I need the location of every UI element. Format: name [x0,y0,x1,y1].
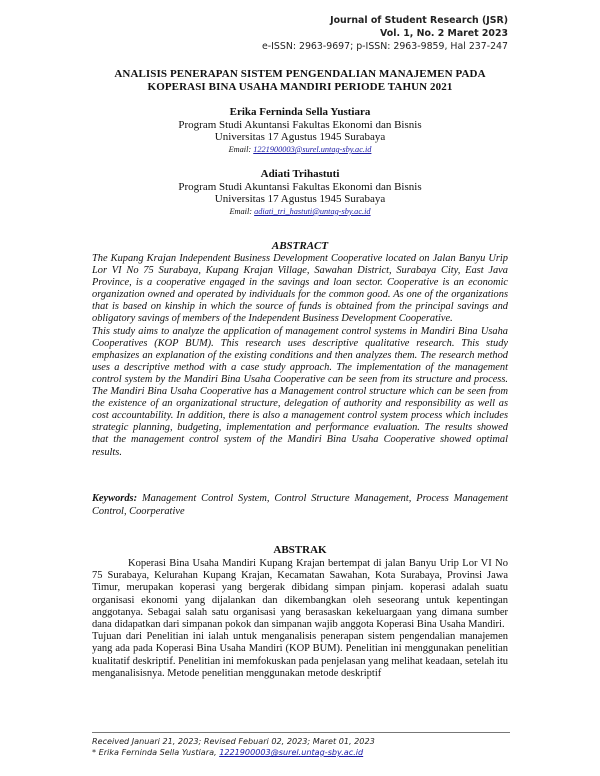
author-email-line [92,144,508,157]
keywords-text: Management Control System, Control Structure Management, Process Management Control, Coorperative [92,493,508,517]
paper-title-line: KOPERASI BINA USAHA MANDIRI PERIODE TAHUN 2021 [147,81,453,93]
abstract-indonesian [92,558,508,680]
footer-divider [92,732,510,733]
paper-title-line: ANALISIS PENERAPAN SISTEM PENGENDALIAN MANAJEMEN PADA [114,68,486,80]
corresponding-name: * Erika Ferninda Sella Yustiara, [92,747,217,757]
corresponding-author [92,747,508,758]
author-name: Adiati Trihastuti [260,168,340,180]
abstrak-paragraph: Koperasi Bina Usaha Mandiri Kupang Krajan bertempat di jalan Banyu Urip Lor VI No 75 Surabaya, Kelurahan Kupang Krajan, Kecamatan Sawahan, Kota Surabaya, Provinsi Jawa Timur, merupakan koperasi yang bergerak dibidang simpan pinjam. koperasi adalah suatu organisasi ekonomi yang dijalankan dan dikembangkan oleh seseorang untuk kepentingan anggotanya. Sebagai salah satu organisasi yang berasaskan kekeluargaan yang dimana sumber dana didapatkan dari simpanan pokok dan simpanan wajib anggota Koperasi Bina Usaha Mandiri. [92,558,508,631]
author-affiliation: Program Studi Akuntansi Fakultas Ekonomi dan Bisnis [178,118,422,131]
abstract-heading: ABSTRACT [271,240,329,252]
abstract-paragraph: This study aims to analyze the application of management control systems in Mandiri Bina Usaha Cooperatives (KOP BUM). This research uses descriptive qualitative research. This study emphasizes an explanation of the existing conditions and then analyzes them. The research method uses a descriptive method with a case study approach. The implementation of the management control system by the Mandiri Bina Usaha Cooperative can be seen from its structure and process. The Mandiri Bina Usaha Cooperative has a Management control structure which can be seen from the existence of an organizational structure, delegation of authority and responsibility as well as cost accountability. In addition, there is also a management control system process which includes strategic planning, budgeting, implementation and performance evaluation. The results showed that the management control system of the Mandiri Bina Usaha Cooperative showed optimal results. [92,325,508,458]
author-block [92,168,508,218]
abstract-paragraph: The Kupang Krajan Independent Business Development Cooperative located on Jalan Banyu Urip Lor VI No 75 Surabaya, Kupang Krajan Village, Sawahan District, Surabaya City, East Java Province, is a cooperative engaged in the savings and loan sector. Cooperative is an economic organization owned and operated by individuals for the common good. As one of the organizations that is based on kinship in which the source of funds is obtained from the principal savings and obligatory savings of members of the Independent Business Development Cooperative. [92,253,508,325]
journal-volume: Vol. 1, No. 2 Maret 2023 [380,28,508,39]
author-email-link[interactable]: 1221900003@surel.untag-sby.ac.id [253,144,372,154]
journal-issn: e-ISSN: 2963-9697; p-ISSN: 2963-9859, Hal 237-247 [262,41,508,52]
journal-header [262,14,508,53]
keywords-label: Keywords: [92,493,138,504]
author-block [92,106,508,156]
paper-title [92,68,508,94]
journal-name: Journal of Student Research (JSR) [330,15,508,26]
author-name: Erika Ferninda Sella Yustiara [229,106,371,118]
author-email-link[interactable]: adiati_tri_hastuti@untag-sby.ac.id [254,206,371,216]
page-footer [92,736,508,758]
abstract-english [92,253,508,459]
abstrak-heading: ABSTRAK [273,544,327,556]
author-affiliation: Program Studi Akuntansi Fakultas Ekonomi dan Bisnis [178,180,422,193]
abstrak-paragraph: Tujuan dari Penelitian ini ialah untuk menganalisis penerapan sistem pengendalian manajemen yang ada pada Koperasi Bina Usaha Mandiri (KOP BUM). Penelitian ini menggunakan penelitian kualitatif deskriptif. Penelitian ini memfokuskan pada penjelasan yang melihat keadaan, setelah itu menganalisisnya. Metode penelitian menggunakan metode deskriptif [92,631,508,679]
received-dates: Received Januari 21, 2023; Revised Febuari 02, 2023; Maret 01, 2023 [92,736,375,746]
author-university: Universitas 17 Agustus 1945 Surabaya [214,131,386,144]
author-email-line [92,206,508,219]
email-label: Email: [228,144,252,154]
keywords [92,493,508,518]
email-label: Email: [229,206,253,216]
corresponding-email-link[interactable]: 1221900003@surel.untag-sby.ac.id [219,747,364,757]
author-university: Universitas 17 Agustus 1945 Surabaya [214,193,386,206]
